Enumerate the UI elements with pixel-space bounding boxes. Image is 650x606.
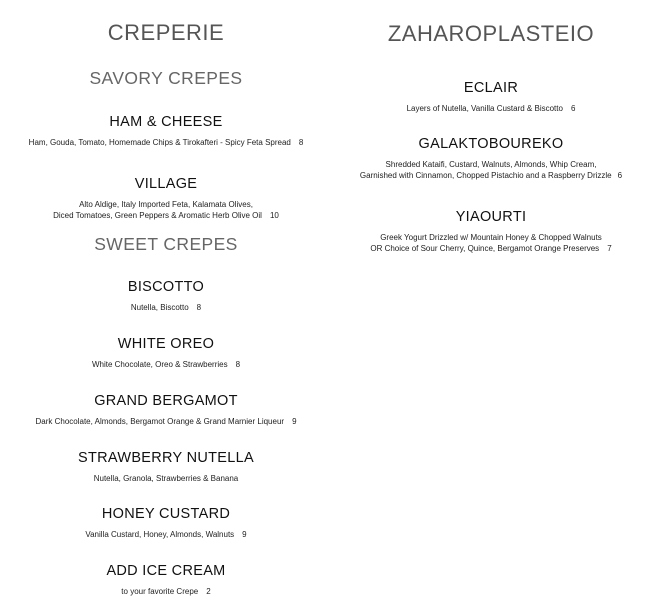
item-description	[332, 159, 650, 182]
item-price: 8	[298, 137, 304, 147]
item-description	[332, 232, 650, 255]
item-name: YIAOURTI	[455, 209, 527, 225]
item-desc-line: to your favorite Crepe	[121, 586, 199, 596]
item-desc-line: Nutella, Granola, Strawberries & Banana	[93, 473, 239, 483]
menu-item-add-ice-cream	[0, 564, 332, 597]
item-desc-line: Garnished with Cinnamon, Chopped Pistachio and a Raspberry Drizzle	[359, 171, 612, 180]
item-desc-line: Vanilla Custard, Honey, Almonds, Walnuts	[85, 529, 235, 539]
menu-item-strawberry-nutella	[0, 451, 332, 484]
menu-item-honey-custard	[0, 507, 332, 540]
item-price: 6	[617, 171, 623, 180]
item-name: BISCOTTO	[127, 279, 205, 295]
item-desc-line: Ham, Gouda, Tomato, Homemade Chips & Tirokafteri - Spicy Feta Spread	[28, 137, 291, 147]
item-desc-line: Alto Aldige, Italy Imported Feta, Kalamata Olives,	[79, 199, 253, 209]
menu-item-galaktoboureko	[332, 137, 650, 182]
item-price: 6	[570, 103, 576, 113]
item-price: 2	[206, 586, 211, 596]
item-price: 9	[292, 416, 297, 426]
item-name: WHITE OREO	[117, 336, 215, 352]
item-name: GALAKTOBOUREKO	[418, 136, 564, 152]
item-description	[0, 529, 332, 541]
item-description	[0, 586, 332, 598]
item-description	[332, 103, 650, 115]
item-name: ECLAIR	[463, 80, 519, 96]
item-price: 9	[242, 529, 247, 539]
item-desc-line: OR Choice of Sour Cherry, Quince, Bergamot Orange Preserves	[370, 244, 600, 253]
item-name: GRAND BERGAMOT	[94, 393, 238, 409]
item-name: HONEY CUSTARD	[101, 506, 231, 522]
item-desc-line: Dark Chocolate, Almonds, Bergamot Orange & Grand Marnier Liqueur	[35, 416, 285, 426]
item-price: 8	[235, 359, 241, 369]
item-desc-line: Shredded Kataifi, Custard, Walnuts, Almonds, Whip Cream,	[385, 159, 597, 169]
menu-item-eclair	[332, 81, 650, 114]
item-description	[0, 137, 332, 149]
item-description	[0, 473, 332, 485]
menu-item-white-oreo	[0, 337, 332, 370]
menu-item-grand-bergamot	[0, 394, 332, 427]
item-description	[0, 199, 332, 222]
item-desc-line: Layers of Nutella, Vanilla Custard & Biscotto	[406, 103, 563, 113]
item-price: 7	[607, 244, 612, 253]
item-name: HAM & CHEESE	[109, 114, 223, 130]
item-name: VILLAGE	[134, 176, 198, 192]
menu-item-biscotto	[0, 280, 332, 313]
item-name: ADD ICE CREAM	[106, 563, 226, 579]
item-description	[0, 359, 332, 371]
item-description	[0, 416, 332, 428]
zaharoplasteio-title: ZAHAROPLASTEIO	[387, 21, 595, 46]
menu-item-village	[0, 177, 332, 222]
creperie-title: CREPERIE	[107, 20, 225, 45]
item-desc-line: Diced Tomatoes, Green Peppers & Aromatic Herb Olive Oil	[53, 211, 262, 220]
item-desc-line: White Chocolate, Oreo & Strawberries	[91, 359, 228, 369]
item-description	[0, 302, 332, 314]
item-desc-line: Nutella, Biscotto	[130, 302, 189, 312]
menu-item-ham-cheese	[0, 115, 332, 148]
item-desc-line: Greek Yogurt Drizzled w/ Mountain Honey & Chopped Walnuts	[380, 232, 602, 242]
savory-crepes-title: SAVORY CREPES	[89, 68, 243, 88]
item-price: 8	[196, 302, 202, 312]
item-name: STRAWBERRY NUTELLA	[78, 450, 254, 466]
item-price: 10	[269, 211, 279, 220]
sweet-crepes-title: SWEET CREPES	[94, 234, 238, 254]
menu-item-yiaourti	[332, 210, 650, 255]
